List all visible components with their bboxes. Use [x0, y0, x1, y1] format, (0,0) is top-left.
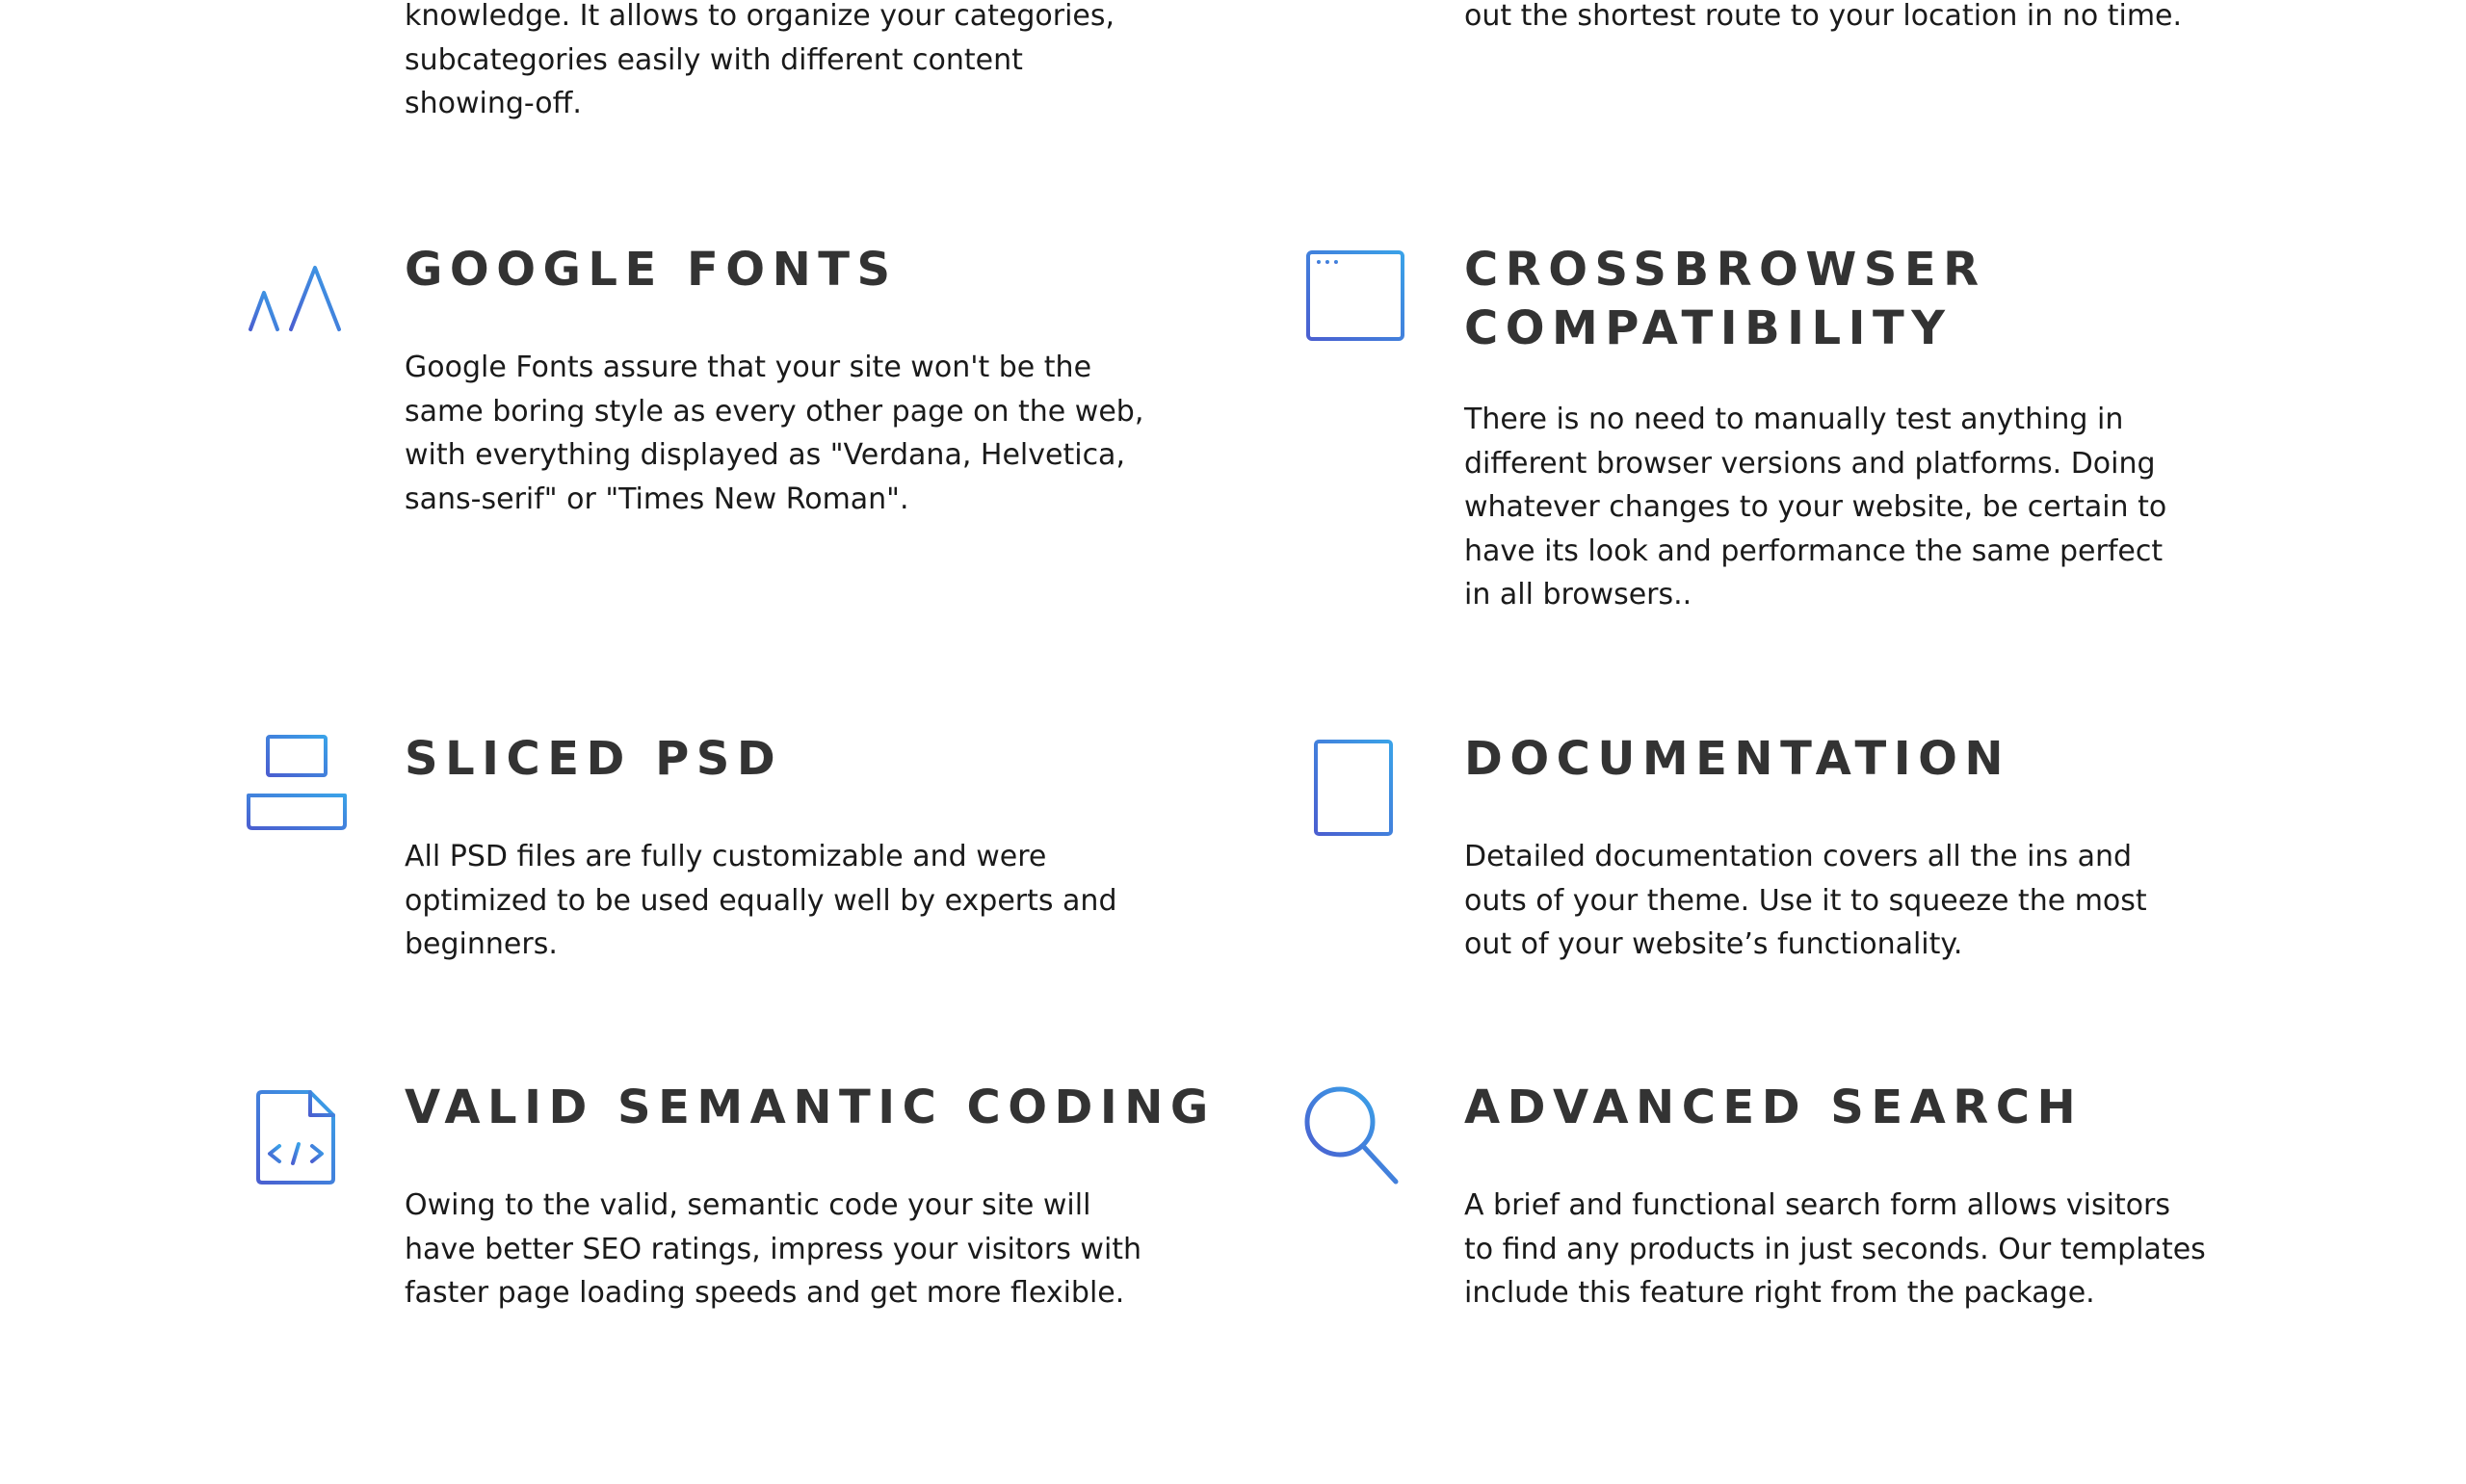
feature-description [1464, 398, 2166, 617]
description-line: with everything displayed as "Verdana, Helvetica, [405, 438, 1125, 472]
description-line: beginners. [405, 927, 558, 961]
description-line: in all browsers.. [1464, 578, 1692, 612]
feature-title: ADVANCED SEARCH [1464, 1080, 2084, 1134]
description-line: out the shortest route to your location in no time. [1464, 0, 2183, 33]
description-line: faster page loading speeds and get more flexible. [405, 1276, 1125, 1310]
description-line: Google Fonts assure that your site won't be the [405, 351, 1092, 384]
description-line: A brief and functional search form allows visitors [1464, 1188, 2171, 1222]
description-line: have better SEO ratings, impress your visitors with [405, 1232, 1142, 1266]
description-line: Owing to the valid, semantic code your site will [405, 1188, 1091, 1222]
feature-description [405, 0, 1115, 126]
description-line: optimized to be used equally well by experts and [405, 883, 1117, 918]
description-line: same boring style as every other page on the web, [405, 394, 1144, 429]
description-line: Detailed documentation covers all the ins and [1464, 840, 2133, 873]
feature-description [405, 835, 1116, 967]
description-line: All PSD files are fully customizable and were [405, 840, 1047, 873]
code-file-icon [256, 1090, 335, 1185]
description-line: whatever changes to your website, be certain to [1464, 490, 2167, 524]
feature-description [1464, 0, 2182, 39]
feature-description [1464, 835, 2147, 967]
title-line: COMPATIBILITY [1464, 301, 1953, 355]
description-line: subcategories easily with different content [405, 42, 1023, 77]
description-line: different browser versions and platforms. Doing [1464, 446, 2156, 481]
description-line: sans-serif" or "Times New Roman". [405, 482, 909, 516]
document-icon [1314, 740, 1393, 836]
feature-title: VALID SEMANTIC CODING [405, 1080, 1216, 1134]
feature-title [1464, 241, 1986, 358]
feature-description [405, 1184, 1141, 1315]
description-line: out of your website’s functionality. [1464, 927, 1963, 961]
title-line: CROSSBROWSER [1464, 243, 1986, 297]
feature-title: DOCUMENTATION [1464, 732, 2011, 786]
feature-title: GOOGLE FONTS [405, 243, 898, 297]
font-size-icon [247, 264, 347, 333]
layers-tray-icon [247, 734, 347, 830]
description-line: include this feature right from the package. [1464, 1276, 2095, 1310]
description-line: showing-off. [405, 87, 582, 120]
feature-description [1464, 1184, 2206, 1315]
feature-description [405, 346, 1143, 521]
description-line: have its look and performance the same perfect [1464, 534, 2164, 568]
description-line: outs of your theme. Use it to squeeze the most [1464, 883, 2147, 918]
feature-title: SLICED PSD [405, 732, 783, 786]
search-icon [1304, 1086, 1399, 1185]
browser-window-icon [1306, 250, 1404, 341]
description-line: There is no need to manually test anything in [1464, 403, 2124, 436]
description-line: to find any products in just seconds. Our templates [1464, 1232, 2206, 1266]
description-line: knowledge. It allows to organize your categories, [405, 0, 1115, 33]
